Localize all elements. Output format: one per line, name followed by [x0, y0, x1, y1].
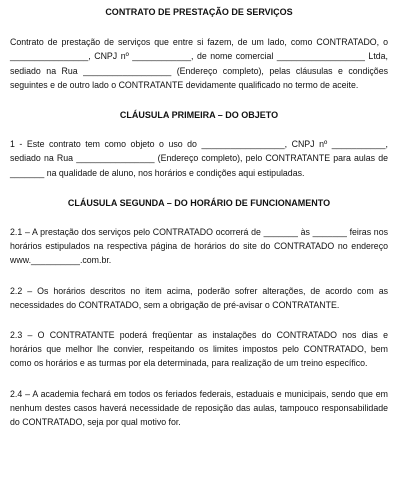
clause-2-paragraph-2: 2.2 – Os horários descritos no item acima, poderão sofrer alterações, de acordo com as necessidades do CONTRATADO, sem a obrigação de pré-avisar o CONTRATANTE.	[10, 285, 388, 310]
document-title: CONTRATO DE PRESTAÇÃO DE SERVIÇOS	[105, 7, 293, 17]
clause-1-paragraph-1: 1 - Este contrato tem como objeto o uso do _________________, CNPJ nº ___________, sediado na Rua ________________ (Endereço completo), pelo CONTRATANTE para aulas de _______ na qualidade de aluno, nos horários e condições aqui estipuladas.	[10, 139, 388, 178]
clause-2-paragraph-4: 2.4 – A academia fechará em todos os feriados federais, estaduais e municipais, sendo que em nenhum destes casos haverá necessidade de reposição das aulas, tampouco responsabilidade do CONTRATADO, seja por qual motivo for.	[10, 388, 388, 428]
clause-1-heading: CLÁUSULA PRIMEIRA – DO OBJETO	[119, 110, 279, 121]
clause-2-heading: CLÁUSULA SEGUNDA – DO HORÁRIO DE FUNCIONAMENTO	[67, 197, 331, 208]
clause-2-paragraph-3: 2.3 – O CONTRATANTE poderá freqüentar as instalações do CONTRATADO nos dias e horários que melhor lhe convier, respeitando os limites impostos pelo CONTRATADO, bem como os horários e as turmas por ela determinada, para realização de um treino específico.	[10, 330, 388, 369]
clause-2-paragraph-1: 2.1 – A prestação dos serviços pelo CONTRATADO ocorrerá de _______ às _______ feiras nos horários estipulados na respectiva página de horários do site do CONTRATADO no endereço www.__________.com.br.	[10, 227, 388, 266]
intro-paragraph: Contrato de prestação de serviços que entre si fazem, de um lado, como CONTRATADO, o ________________, CNPJ nº ____________, de nome comercial __________________ Ltda, sediado na Rua __________________ (Endereço completo), pelas cláusulas e condições seguintes e de outro lado o CONTRATANTE devidamente qualificado no termo de aceite.	[10, 37, 388, 90]
